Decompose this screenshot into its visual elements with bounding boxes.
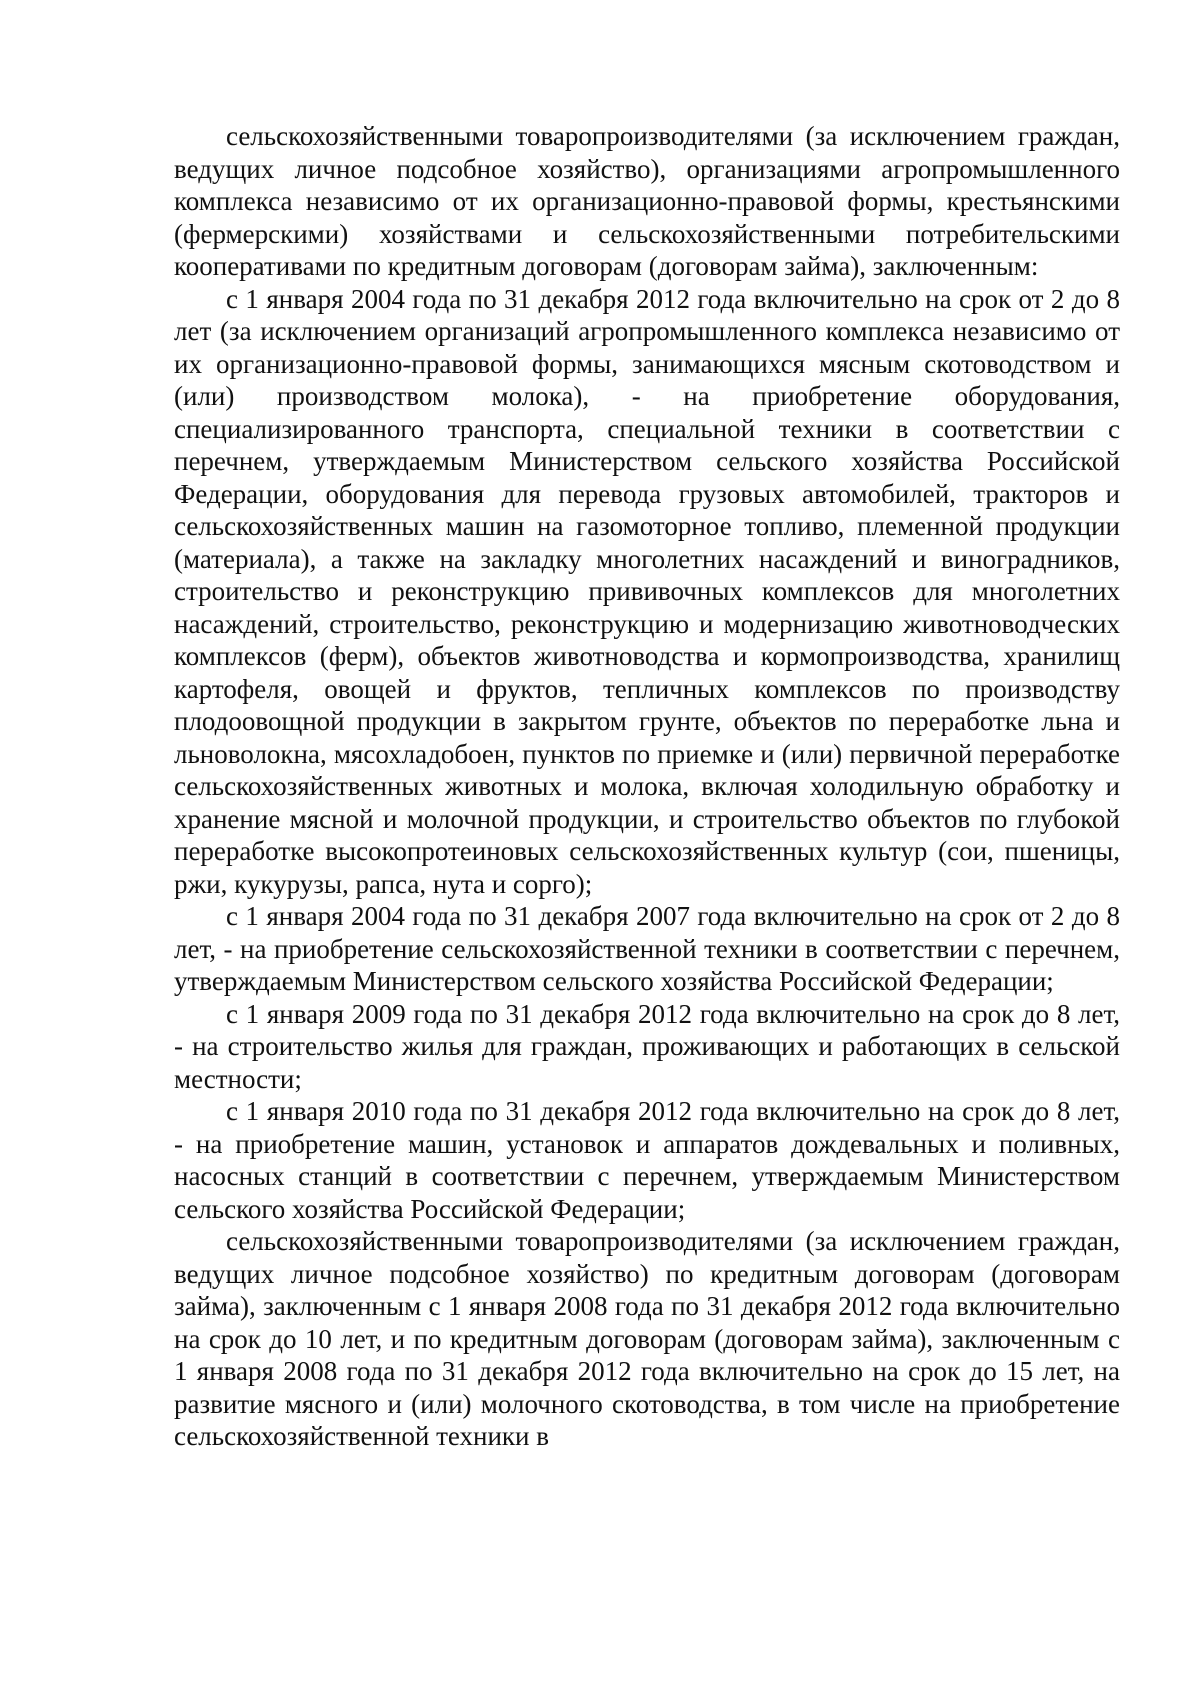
paragraph-6: сельскохозяйственными товаропроизводителями (за исключением граждан, ведущих личное подсобное хозяйство) по кредитным договорам (договорам займа), заключенным с 1 января 2008 года по 31 декабря 2012 года включительно на срок до 10 лет, и по кредитным договорам (договорам займа), заключенным с 1 января 2008 года по 31 декабря 2012 года включительно на срок до 15 лет, на развитие мясного и (или) молочного скотоводства, в том числе на приобретение сельскохозяйственной техники в	[174, 1226, 1120, 1451]
paragraph-4: с 1 января 2009 года по 31 декабря 2012 года включительно на срок до 8 лет, - на строительство жилья для граждан, проживающих и работающих в сельской местности;	[174, 998, 1120, 1094]
paragraph-3: с 1 января 2004 года по 31 декабря 2007 года включительно на срок от 2 до 8 лет, - на приобретение сельскохозяйственной техники в соответствии с перечнем, утверждаемым Министерством сельского хозяйства Российской Федерации;	[174, 901, 1120, 996]
document-page	[174, 120, 1120, 1453]
paragraph-5: с 1 января 2010 года по 31 декабря 2012 года включительно на срок до 8 лет, - на приобретение машин, установок и аппаратов дождевальных и поливных, насосных станций в соответствии с перечнем, утверждаемым Министерством сельского хозяйства Российской Федерации;	[174, 1096, 1120, 1224]
paragraph-2: с 1 января 2004 года по 31 декабря 2012 года включительно на срок от 2 до 8 лет (за исключением организаций агропромышленного комплекса независимо от их организационно-правовой формы, занимающихся мясным скотоводством и (или) производством молока), - на приобретение оборудования, специализированного транспорта, специальной техники в соответствии с перечнем, утверждаемым Министерством сельского хозяйства Российской Федерации, оборудования для перевода грузовых автомобилей, тракторов и сельскохозяйственных машин на газомоторное топливо, племенной продукции (материала), а также на закладку многолетних насаждений и виноградников, строительство и реконструкцию прививочных комплексов для многолетних насаждений, строительство, реконструкцию и модернизацию животноводческих комплексов (ферм), объектов животноводства и кормопроизводства, хранилищ картофеля, овощей и фруктов, тепличных комплексов по производству плодоовощной продукции в закрытом грунте, объектов по переработке льна и льноволокна, мясохладобоен, пунктов по приемке и (или) первичной переработке сельскохозяйственных животных и молока, включая холодильную обработку и хранение мясной и молочной продукции, и строительство объектов по глубокой переработке высокопротеиновых сельскохозяйственных культур (сои, пшеницы, ржи, кукурузы, рапса, нута и сорго);	[174, 283, 1120, 899]
paragraph-1: сельскохозяйственными товаропроизводителями (за исключением граждан, ведущих личное подсобное хозяйство), организациями агропромышленного комплекса независимо от их организационно-правовой формы, крестьянскими (фермерскими) хозяйствами и сельскохозяйственными потребительскими кооперативами по кредитным договорам (договорам займа), заключенным:	[174, 121, 1120, 281]
